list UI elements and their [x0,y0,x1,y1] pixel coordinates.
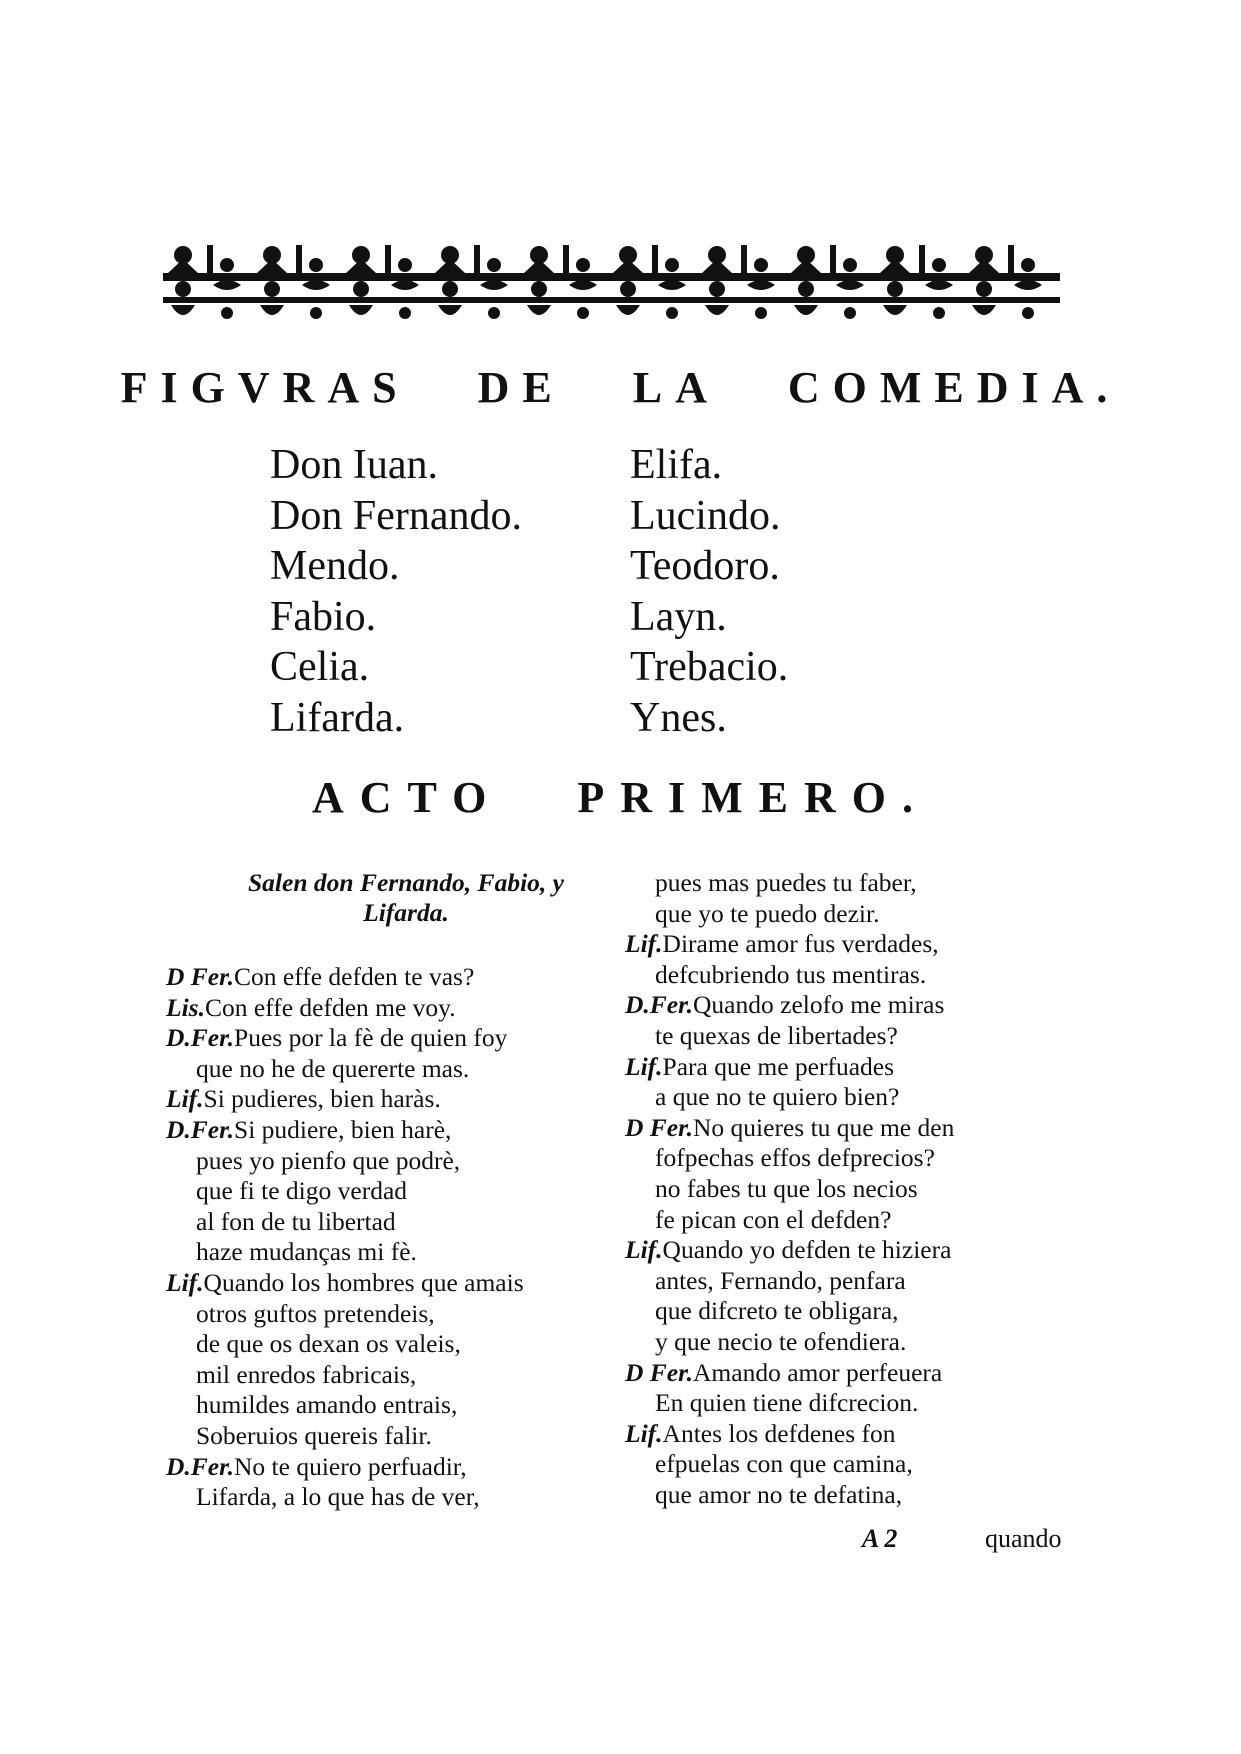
verse-text: fe pican con el defden? [655,1204,892,1234]
cast-name: Ynes. [630,694,727,741]
verse-line [625,868,1055,899]
cast-name: Don Fernando. [270,492,522,539]
cast-title [0,362,1241,413]
verse-line [166,993,626,1024]
verse-line [625,1235,1055,1266]
verse-line [166,962,626,993]
verse-line [166,1054,626,1085]
verse-text: Quando zelofo me miras [693,990,945,1020]
verse-text: de que os dexan os valeis, [196,1329,461,1359]
verse-text: haze mudanças mi fè. [196,1237,417,1267]
verse-text: mil enredos fabricais, [196,1359,417,1389]
verse-line [625,1480,1055,1511]
verse-line [625,1358,1055,1389]
verse-text: a que no te quiero bien? [655,1082,900,1112]
verse-line [625,1082,1055,1113]
verse-text: Soberuios quereis falir. [196,1420,432,1450]
verse-line [166,1390,626,1421]
verse-line [625,1052,1055,1083]
verse-line [166,1023,626,1054]
verse-text: Con effe defden me voy. [204,992,456,1022]
cast-title-word: DE [477,363,565,412]
verse-line [625,1266,1055,1297]
verse-line [625,1021,1055,1052]
verse-line [625,960,1055,991]
act-title-word: ACTO [312,773,503,822]
verse-text: que amor no te defatina, [655,1479,903,1509]
verse-line [625,1449,1055,1480]
verse-lines-right [625,868,1055,1510]
verse-text: Quando yo defden te hiziera [662,1235,952,1265]
verse-line [166,1207,626,1238]
verse-line [625,1143,1055,1174]
verse-text: Lifarda, a lo que has de ver, [196,1482,480,1512]
verse-column-right [625,868,1055,1510]
verse-line [166,1084,626,1115]
speaker-label: D Fer. [625,1112,694,1142]
cast-name: Lucindo. [630,492,781,539]
cast-name: Layn. [630,593,727,640]
verse-line [625,1205,1055,1236]
cast-name: Elifa. [630,442,723,488]
stage-direction-line: Salen don Fernando, Fabio, y [248,868,564,897]
verse-text: Antes los defdenes fon [662,1418,896,1448]
speaker-label: Lif. [166,1084,204,1114]
verse-line [166,1329,626,1360]
speaker-label: Lif. [166,1267,204,1297]
verse-line [166,1360,626,1391]
verse-line [166,1299,626,1330]
signature-mark: A 2 [862,1524,898,1553]
verse-text: Quando los hombres que amais [203,1267,524,1297]
verse-text: Amando amor perfeuera [693,1357,943,1387]
verse-line [625,990,1055,1021]
verse-line [625,1296,1055,1327]
verse-text: Si pudiere, bien harè, [234,1114,452,1144]
verse-text: otros guftos pretendeis, [196,1298,435,1328]
verse-line [166,1482,626,1513]
verse-text: humildes amando entrais, [196,1390,458,1420]
speaker-label: Lif. [625,1418,663,1448]
ornament-band-icon [163,235,1060,327]
verse-line [625,899,1055,930]
speaker-label: Lif. [625,929,663,959]
cast-name: Don Iuan. [270,442,438,488]
verse-text: Pues por la fè de quien foy [234,1023,508,1053]
verse-text: que fi te digo verdad [196,1176,408,1206]
cast-name: Trebacio. [630,644,789,690]
verse-lines-left [166,962,626,1513]
verse-text: no fabes tu que los necios [655,1173,918,1203]
verse-text: pues yo pienfo que podrè, [196,1145,461,1175]
speaker-label: D.Fer. [625,990,694,1020]
verse-line [166,1421,626,1452]
verse-line [166,1146,626,1177]
verse-text: y que necio te ofendiera. [655,1326,907,1356]
verse-line [625,1327,1055,1358]
speaker-label: Lis. [166,992,205,1022]
verse-text: antes, Fernando, penfara [655,1265,906,1295]
cast-name: Celia. [270,644,370,690]
act-title [0,772,1241,823]
verse-line [166,1452,626,1483]
verse-text: No quieres tu que me den [693,1112,955,1142]
speaker-label: D.Fer. [166,1451,235,1481]
verse-text: efpuelas con que camina, [655,1449,913,1479]
verse-text: Dirame amor fus verdades, [662,929,939,959]
verse-line [166,1268,626,1299]
speaker-label: D.Fer. [166,1023,235,1053]
verse-text: En quien tiene difcrecion. [655,1388,919,1418]
verse-text: No te quiero perfuadir, [234,1451,467,1481]
verse-line [166,1237,626,1268]
verse-text: al fon de tu libertad [196,1206,396,1236]
verse-text: que no he de quererte mas. [196,1053,470,1083]
verse-text: defcubriendo tus mentiras. [655,959,927,989]
speaker-label: D Fer. [625,1357,694,1387]
verse-text: Para que me perfuades [662,1051,895,1081]
stage-direction [166,868,616,928]
verse-line [166,1176,626,1207]
verse-line [625,1113,1055,1144]
speaker-label: Lif. [625,1051,663,1081]
verse-text: que yo te puedo dezir. [655,898,880,928]
cast-title-word: LA [632,363,720,412]
verse-text: que difcreto te obligara, [655,1296,899,1326]
verse-text: fofpechas effos defprecios? [655,1143,935,1173]
verse-line [625,1419,1055,1450]
act-title-word: PRIMERO. [577,773,929,822]
cast-name: Lifarda. [270,694,405,741]
cast-title-word: COMEDIA. [787,363,1121,412]
verse-line [625,1388,1055,1419]
verse-line [625,1174,1055,1205]
verse-text: pues mas puedes tu faber, [655,868,917,897]
speaker-label: Lif. [625,1235,663,1265]
verse-text: Con effe defden te vas? [234,962,475,991]
cast-name: Fabio. [270,593,377,640]
catchword: quando [985,1524,1062,1553]
verse-text: Si pudieres, bien haràs. [203,1084,441,1114]
cast-name: Teodoro. [630,543,780,589]
cast-title-word: FIGVRAS [120,363,410,412]
verse-line [166,1115,626,1146]
verse-column-left [166,868,626,1513]
speaker-label: D Fer. [166,962,235,991]
speaker-label: D.Fer. [166,1114,235,1144]
cast-list [270,440,890,743]
verse-text: te quexas de libertades? [655,1020,898,1050]
verse-line [625,929,1055,960]
cast-name: Mendo. [270,543,400,589]
stage-direction-line: Lifarda. [363,898,449,927]
